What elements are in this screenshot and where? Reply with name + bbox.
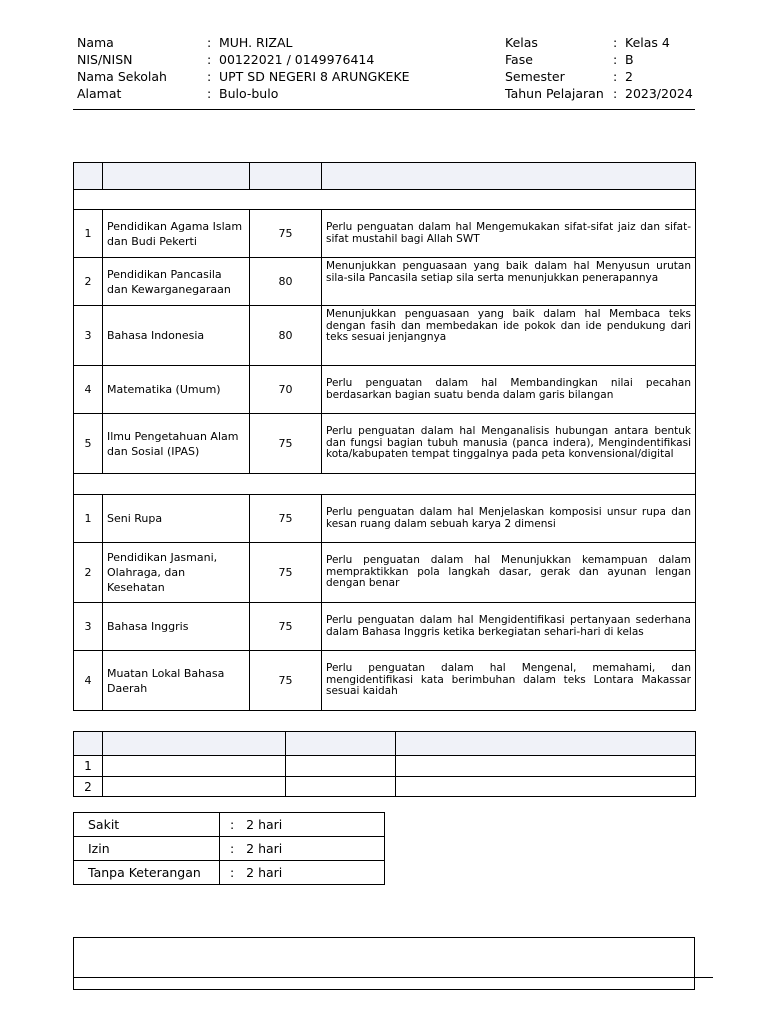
subject-description: Perlu penguatan dalam hal Menjelaskan komposisi unsur rupa dan kesan ruang dalam sebuah karya 2 dimensi xyxy=(322,495,696,543)
table-row xyxy=(74,777,696,797)
value-nis: 00122021 / 0149976414 xyxy=(219,52,375,67)
section-cell xyxy=(74,474,696,495)
empty-cell xyxy=(286,777,396,797)
label-kelas: Kelas xyxy=(505,35,538,50)
value-tahun: 2023/2024 xyxy=(625,86,693,101)
header-divider xyxy=(73,109,695,110)
subject-score: 75 xyxy=(250,603,322,651)
value-nama: MUH. RIZAL xyxy=(219,35,293,50)
colon: : xyxy=(613,86,618,101)
section-row-2 xyxy=(74,474,696,495)
row-no: 4 xyxy=(74,366,103,414)
colon: : xyxy=(207,69,212,84)
header-cell-no xyxy=(74,163,103,190)
row-no: 2 xyxy=(74,258,103,306)
identity-labels-right xyxy=(505,34,604,102)
table-row xyxy=(74,603,696,651)
value-alamat: Bulo-bulo xyxy=(219,86,279,101)
subject-description: Menunjukkan penguasaan yang baik dalam hal Menyusun urutan sila-sila Pancasila setiap sila serta menunjukkan penerapannya xyxy=(322,258,696,306)
subject-name: Bahasa Indonesia xyxy=(103,306,250,366)
subject-description: Perlu penguatan dalam hal Mengenal, memahami, dan mengidentifikasi kata berimbuhan dalam teks Lontara Makassar sesuai kaidah xyxy=(322,651,696,711)
table-row xyxy=(74,366,696,414)
attendance-value: 2 hari xyxy=(246,817,283,832)
subject-name: Muatan Lokal Bahasa Daerah xyxy=(103,651,250,711)
value-sekolah: UPT SD NEGERI 8 ARUNGKEKE xyxy=(219,69,410,84)
colon: : xyxy=(613,35,618,50)
table-row xyxy=(74,306,696,366)
table-row xyxy=(74,756,696,777)
colon: : xyxy=(613,69,618,84)
section-row-1 xyxy=(74,190,696,210)
empty-cell xyxy=(396,756,696,777)
table-row xyxy=(74,543,696,603)
subject-description: Menunjukkan penguasaan yang baik dalam hal Membaca teks dengan fasih dan membedakan ide pokok dan ide pendukung dari teks sesuai jenjangnya xyxy=(322,306,696,366)
empty-cell xyxy=(396,777,696,797)
colon: : xyxy=(230,865,235,880)
attendance-table xyxy=(73,812,385,885)
label-tahun: Tahun Pelajaran xyxy=(505,86,604,101)
subject-score: 75 xyxy=(250,414,322,474)
value-fase: B xyxy=(625,52,634,67)
subject-name: Pendidikan Pancasila dan Kewarganegaraan xyxy=(103,258,250,306)
grades-table xyxy=(73,162,696,711)
header-cell-subject xyxy=(103,163,250,190)
row-no: 5 xyxy=(74,414,103,474)
subject-score: 75 xyxy=(250,651,322,711)
identity-colons-left xyxy=(207,34,211,102)
subject-name: Ilmu Pengetahuan Alam dan Sosial (IPAS) xyxy=(103,414,250,474)
colon: : xyxy=(207,35,212,50)
header-cell-description xyxy=(322,163,696,190)
colon: : xyxy=(230,841,235,856)
subject-description: Perlu penguatan dalam hal Menganalisis hubungan antara bentuk dan fungsi bagian tubuh manusia (panca indera), Mengindentifikasi kota/kabupaten tempat tinggalnya pada peta konvensional/digital xyxy=(322,414,696,474)
subject-description: Perlu penguatan dalam hal Menunjukkan kemampuan dalam mempraktikkan pola langkah dasar, gerak dan ayunan lengan dengan benar xyxy=(322,543,696,603)
table-row xyxy=(74,414,696,474)
row-no: 2 xyxy=(74,543,103,603)
header-cell-score xyxy=(250,163,322,190)
header-cell xyxy=(74,732,103,756)
subject-description: Perlu penguatan dalam hal Mengidentifikasi pertanyaan sederhana dalam Bahasa Inggris ketika berkegiatan sehari-hari di kelas xyxy=(322,603,696,651)
attendance-row-izin xyxy=(74,837,385,861)
row-no: 1 xyxy=(74,756,103,777)
row-no: 3 xyxy=(74,306,103,366)
notes-box xyxy=(73,937,695,990)
subject-name: Seni Rupa xyxy=(103,495,250,543)
colon: : xyxy=(207,52,212,67)
colon: : xyxy=(230,817,235,832)
identity-values-left xyxy=(219,34,410,102)
extracurricular-table xyxy=(73,731,696,797)
subject-score: 80 xyxy=(250,306,322,366)
label-semester: Semester xyxy=(505,69,565,84)
table-row xyxy=(74,258,696,306)
grades-header-row xyxy=(74,163,696,190)
subject-description: Perlu penguatan dalam hal Membandingkan nilai pecahan berdasarkan bagian suatu benda dalam garis bilangan xyxy=(322,366,696,414)
label-sekolah: Nama Sekolah xyxy=(77,69,167,84)
section-cell xyxy=(74,190,696,210)
subject-score: 75 xyxy=(250,210,322,258)
attendance-row-alpa xyxy=(74,861,385,885)
extracurricular-header-row xyxy=(74,732,696,756)
table-row xyxy=(74,651,696,711)
subject-score: 75 xyxy=(250,495,322,543)
header-cell xyxy=(103,732,286,756)
attendance-value: 2 hari xyxy=(246,865,283,880)
identity-colons-right xyxy=(613,34,617,102)
row-no: 1 xyxy=(74,210,103,258)
attendance-value-cell xyxy=(220,813,385,837)
value-semester: 2 xyxy=(625,69,633,84)
attendance-label: Tanpa Keterangan xyxy=(74,861,220,885)
subject-name: Pendidikan Jasmani, Olahraga, dan Kesehatan xyxy=(103,543,250,603)
subject-score: 70 xyxy=(250,366,322,414)
label-alamat: Alamat xyxy=(77,86,122,101)
label-fase: Fase xyxy=(505,52,533,67)
attendance-value: 2 hari xyxy=(246,841,283,856)
row-no: 2 xyxy=(74,777,103,797)
attendance-label: Sakit xyxy=(74,813,220,837)
row-no: 4 xyxy=(74,651,103,711)
attendance-row-sakit xyxy=(74,813,385,837)
row-no: 3 xyxy=(74,603,103,651)
empty-cell xyxy=(103,756,286,777)
label-nis: NIS/NISN xyxy=(77,52,133,67)
notes-divider xyxy=(73,977,713,978)
subject-name: Matematika (Umum) xyxy=(103,366,250,414)
label-nama: Nama xyxy=(77,35,114,50)
empty-cell xyxy=(286,756,396,777)
identity-values-right xyxy=(625,34,693,102)
value-kelas: Kelas 4 xyxy=(625,35,670,50)
subject-name: Bahasa Inggris xyxy=(103,603,250,651)
table-row xyxy=(74,495,696,543)
empty-cell xyxy=(103,777,286,797)
attendance-value-cell xyxy=(220,861,385,885)
identity-labels-left xyxy=(77,34,167,102)
header-cell xyxy=(286,732,396,756)
header-cell xyxy=(396,732,696,756)
table-row xyxy=(74,210,696,258)
subject-description: Perlu penguatan dalam hal Mengemukakan sifat-sifat jaiz dan sifat-sifat mustahil bagi Allah SWT xyxy=(322,210,696,258)
subject-score: 75 xyxy=(250,543,322,603)
colon: : xyxy=(613,52,618,67)
row-no: 1 xyxy=(74,495,103,543)
subject-score: 80 xyxy=(250,258,322,306)
attendance-label: Izin xyxy=(74,837,220,861)
attendance-value-cell xyxy=(220,837,385,861)
colon: : xyxy=(207,86,212,101)
subject-name: Pendidikan Agama Islam dan Budi Pekerti xyxy=(103,210,250,258)
